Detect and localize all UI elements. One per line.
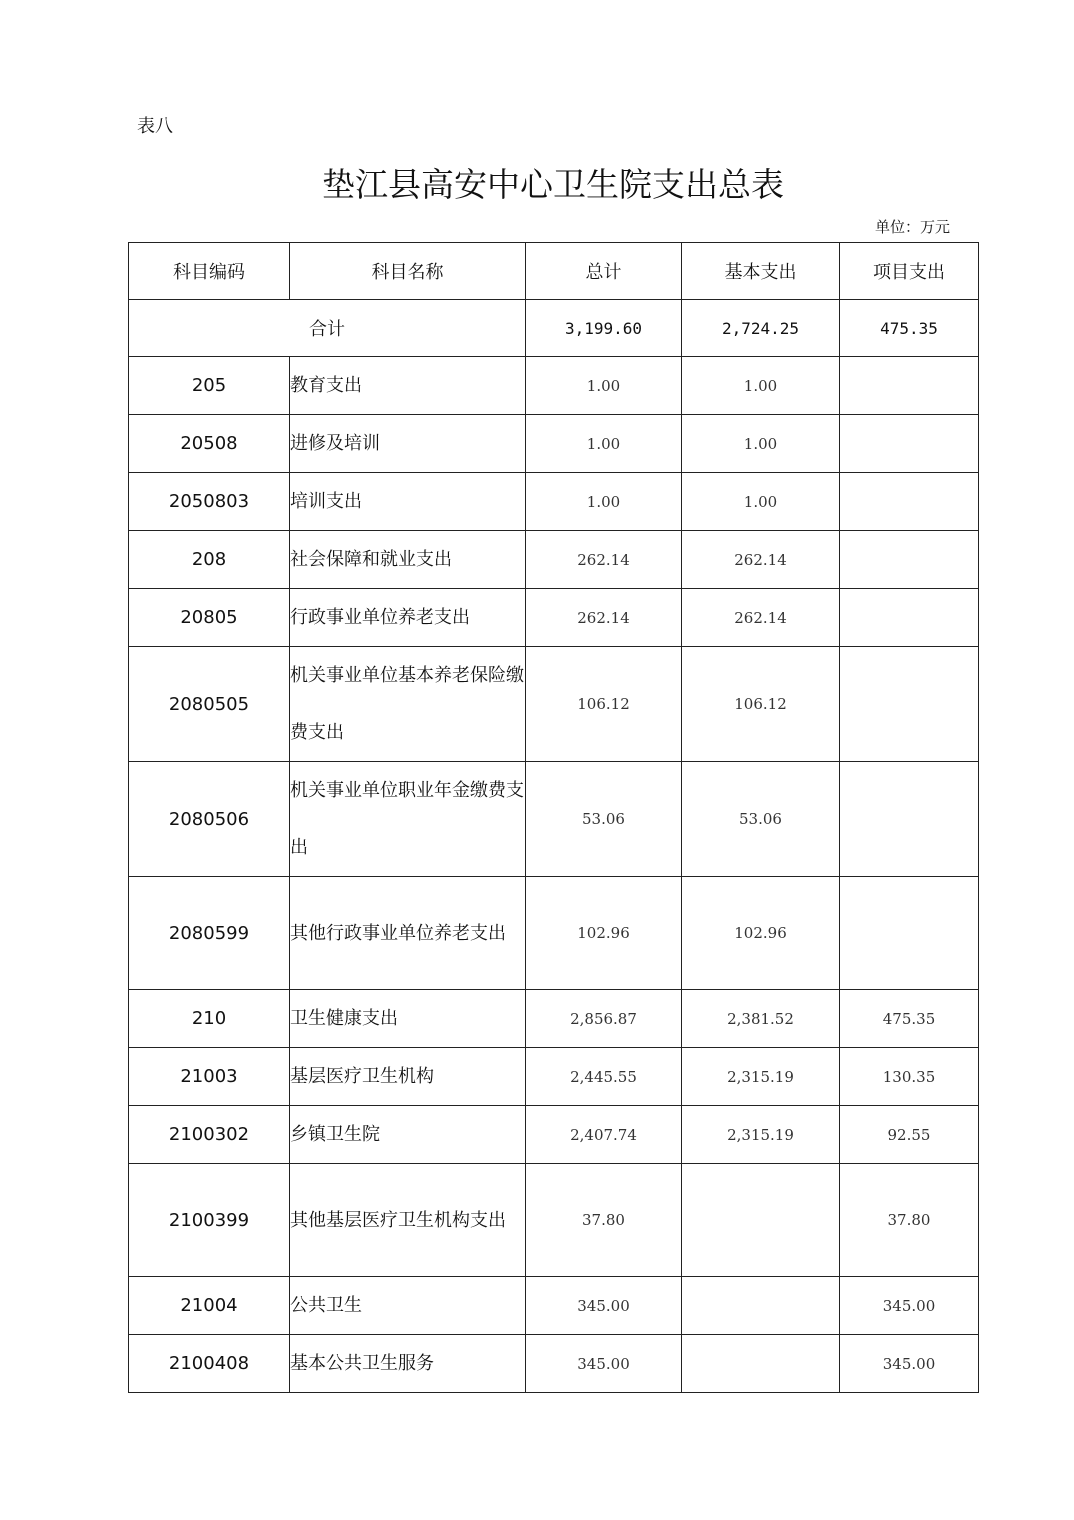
row-project (840, 531, 979, 589)
row-code: 208 (129, 531, 290, 589)
row-project: 345.00 (840, 1335, 979, 1393)
table-row (129, 1164, 979, 1277)
table-row (129, 1277, 979, 1335)
total-basic: 2,724.25 (682, 300, 840, 357)
table-row (129, 647, 979, 762)
row-project (840, 357, 979, 415)
row-total: 2,445.55 (526, 1048, 682, 1106)
row-basic: 2,381.52 (682, 990, 840, 1048)
row-project (840, 762, 979, 877)
row-total: 53.06 (526, 762, 682, 877)
table-row (129, 1048, 979, 1106)
document-title: 垫江县高安中心卫生院支出总表 (322, 165, 784, 204)
row-total: 37.80 (526, 1164, 682, 1277)
row-basic: 102.96 (682, 877, 840, 990)
header-project: 项目支出 (840, 243, 979, 300)
table-row (129, 877, 979, 990)
row-code: 2050803 (129, 473, 290, 531)
expense-table (128, 242, 979, 1393)
row-basic: 1.00 (682, 357, 840, 415)
header-code: 科目编码 (129, 243, 290, 300)
table-row (129, 531, 979, 589)
row-code: 2100302 (129, 1106, 290, 1164)
row-project (840, 877, 979, 990)
total-total: 3,199.60 (526, 300, 682, 357)
row-basic: 2,315.19 (682, 1048, 840, 1106)
row-name: 卫生健康支出 (290, 990, 526, 1048)
row-total: 262.14 (526, 589, 682, 647)
table-row (129, 589, 979, 647)
table-row (129, 415, 979, 473)
row-name: 机关事业单位基本养老保险缴费支出 (290, 647, 526, 762)
row-code: 2100408 (129, 1335, 290, 1393)
total-label: 合计 (129, 300, 526, 357)
row-name: 其他基层医疗卫生机构支出 (290, 1164, 526, 1277)
table-row (129, 990, 979, 1048)
row-name: 机关事业单位职业年金缴费支出 (290, 762, 526, 877)
row-code: 2080599 (129, 877, 290, 990)
row-basic: 1.00 (682, 415, 840, 473)
row-basic: 1.00 (682, 473, 840, 531)
row-project: 345.00 (840, 1277, 979, 1335)
table-label: 表八 (137, 116, 173, 137)
row-project: 37.80 (840, 1164, 979, 1277)
row-total: 2,856.87 (526, 990, 682, 1048)
row-basic: 2,315.19 (682, 1106, 840, 1164)
row-basic (682, 1277, 840, 1335)
row-total: 345.00 (526, 1335, 682, 1393)
row-total: 2,407.74 (526, 1106, 682, 1164)
row-code: 20508 (129, 415, 290, 473)
table-row (129, 1106, 979, 1164)
row-name: 培训支出 (290, 473, 526, 531)
row-project (840, 589, 979, 647)
header-basic: 基本支出 (682, 243, 840, 300)
row-code: 20805 (129, 589, 290, 647)
table-row (129, 1335, 979, 1393)
row-name: 行政事业单位养老支出 (290, 589, 526, 647)
table-header-row (129, 243, 979, 300)
row-total: 345.00 (526, 1277, 682, 1335)
row-code: 2080506 (129, 762, 290, 877)
row-code: 2080505 (129, 647, 290, 762)
row-basic: 262.14 (682, 589, 840, 647)
total-project: 475.35 (840, 300, 979, 357)
total-row (129, 300, 979, 357)
row-name: 教育支出 (290, 357, 526, 415)
row-basic (682, 1335, 840, 1393)
row-name: 公共卫生 (290, 1277, 526, 1335)
row-code: 2100399 (129, 1164, 290, 1277)
table-row (129, 473, 979, 531)
row-name: 乡镇卫生院 (290, 1106, 526, 1164)
row-project (840, 473, 979, 531)
row-name: 基本公共卫生服务 (290, 1335, 526, 1393)
row-total: 102.96 (526, 877, 682, 990)
row-total: 1.00 (526, 473, 682, 531)
row-total: 1.00 (526, 357, 682, 415)
unit-label: 单位：万元 (874, 218, 950, 236)
row-name: 进修及培训 (290, 415, 526, 473)
row-basic (682, 1164, 840, 1277)
header-name: 科目名称 (290, 243, 526, 300)
row-code: 21004 (129, 1277, 290, 1335)
table-row (129, 357, 979, 415)
row-name: 其他行政事业单位养老支出 (290, 877, 526, 990)
row-total: 106.12 (526, 647, 682, 762)
row-total: 1.00 (526, 415, 682, 473)
row-name: 基层医疗卫生机构 (290, 1048, 526, 1106)
row-project: 130.35 (840, 1048, 979, 1106)
row-name: 社会保障和就业支出 (290, 531, 526, 589)
row-basic: 53.06 (682, 762, 840, 877)
row-project (840, 647, 979, 762)
row-basic: 262.14 (682, 531, 840, 589)
table-row (129, 762, 979, 877)
row-code: 205 (129, 357, 290, 415)
row-project: 475.35 (840, 990, 979, 1048)
header-total: 总计 (526, 243, 682, 300)
row-code: 21003 (129, 1048, 290, 1106)
row-basic: 106.12 (682, 647, 840, 762)
row-project (840, 415, 979, 473)
row-project: 92.55 (840, 1106, 979, 1164)
row-total: 262.14 (526, 531, 682, 589)
row-code: 210 (129, 990, 290, 1048)
